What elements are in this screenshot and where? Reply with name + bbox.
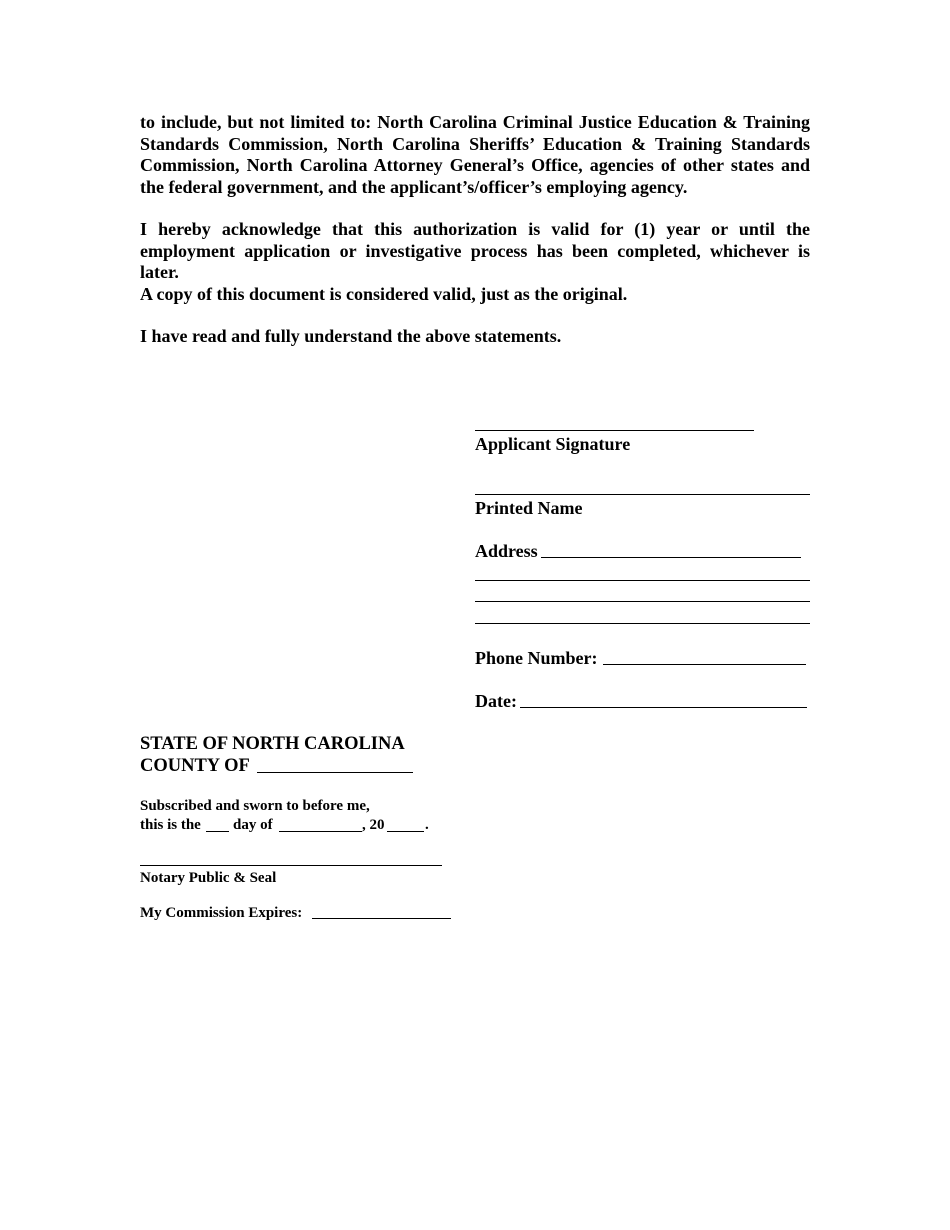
printed-name-line[interactable] <box>475 494 810 495</box>
address-line-3[interactable] <box>475 601 810 602</box>
sworn-period: . <box>425 817 429 833</box>
address-label: Address <box>475 541 538 561</box>
county-label: COUNTY OF <box>140 756 250 776</box>
county-line[interactable] <box>257 772 413 773</box>
phone-number-label: Phone Number: <box>475 648 598 668</box>
commission-expires-label: My Commission Expires: <box>140 905 303 921</box>
notary-signature-line[interactable] <box>140 865 442 866</box>
signature-line[interactable] <box>475 430 754 431</box>
address-line-2[interactable] <box>475 580 810 581</box>
commission-expires-line[interactable] <box>312 918 451 919</box>
phone-number-line[interactable] <box>603 664 806 665</box>
authorization-scope-paragraph: to include, but not limited to: North Carolina Criminal Justice Education & Training Standards Commission, North Carolina Sheriffs’ Education & Training Standards Commission, North Carolina Attorney General’s Office, agencies of other states and the federal government, and the applicant’s/officer’s employing agency. <box>140 112 810 197</box>
sworn-year-prefix: , 20 <box>362 817 385 833</box>
sworn-month-line[interactable] <box>279 831 362 832</box>
applicant-signature-label: Applicant Signature <box>475 434 631 454</box>
copy-valid-paragraph: A copy of this document is considered valid, just as the original. <box>140 284 628 304</box>
state-heading: STATE OF NORTH CAROLINA <box>140 734 405 754</box>
sworn-year-line[interactable] <box>387 831 424 832</box>
sworn-this-is-the: this is the <box>140 817 201 833</box>
sworn-statement-line-1: Subscribed and sworn to before me, <box>140 798 370 814</box>
date-line[interactable] <box>520 707 807 708</box>
validity-paragraph: I hereby acknowledge that this authorization is valid for (1) year or until the employment application or investigative process has been completed, whichever is later. <box>140 219 810 282</box>
acknowledgement-paragraph: I have read and fully understand the above statements. <box>140 326 562 346</box>
address-line-4[interactable] <box>475 623 810 624</box>
printed-name-label: Printed Name <box>475 498 583 518</box>
sworn-day-of: day of <box>233 817 273 833</box>
date-label: Date: <box>475 691 517 711</box>
notary-public-seal-label: Notary Public & Seal <box>140 870 277 886</box>
address-line-1[interactable] <box>541 557 801 558</box>
sworn-day-line[interactable] <box>206 831 229 832</box>
